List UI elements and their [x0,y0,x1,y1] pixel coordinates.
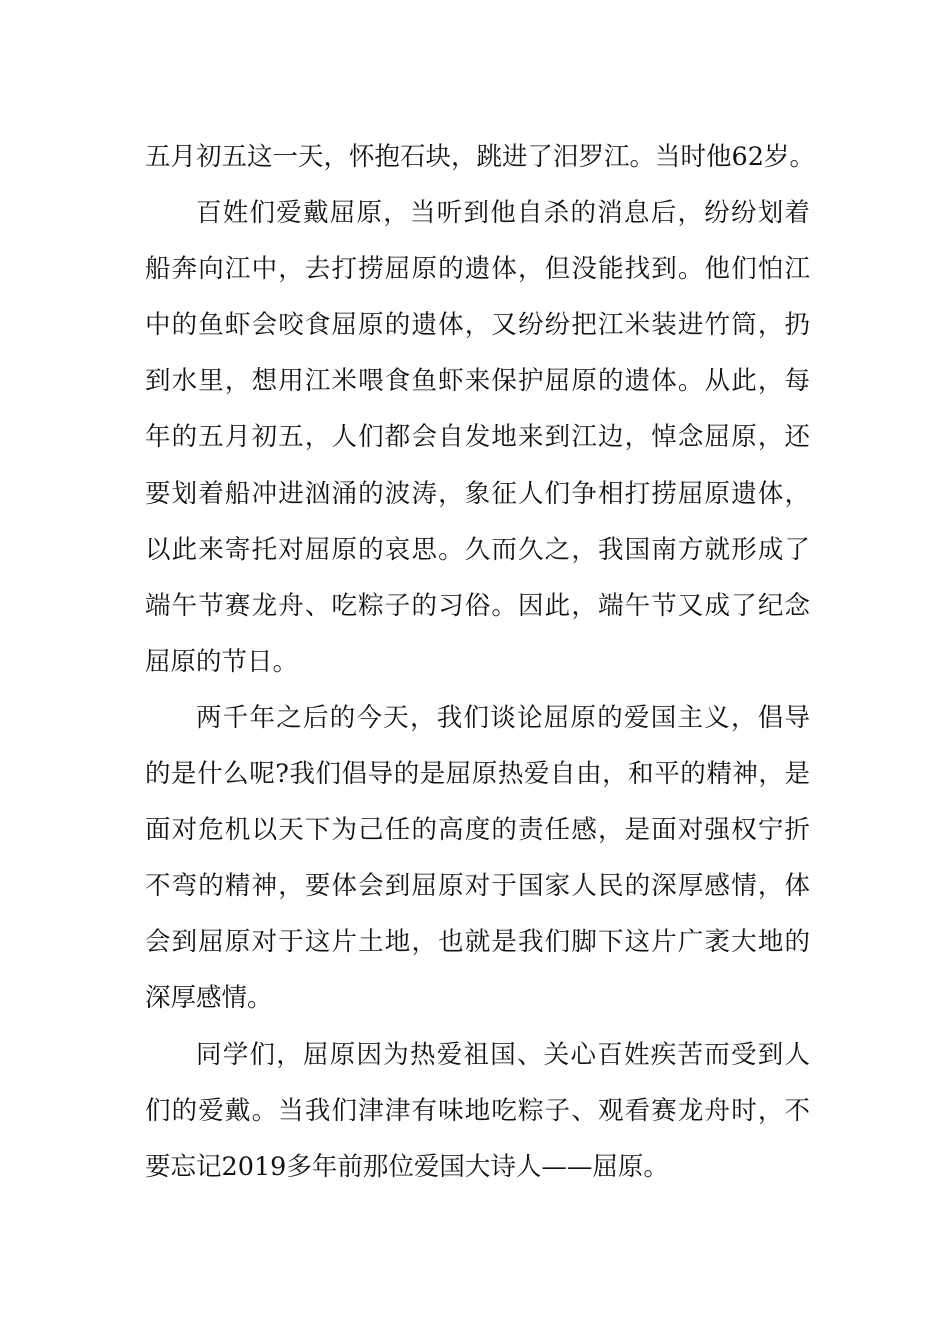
paragraph-2 [145,185,810,690]
text-line: 面对危机以天下为己任的高度的责任感，是面对强权宁折 [145,815,810,846]
text-line: 中的鱼虾会咬食屈原的遗体，又纷纷把江米装进竹筒，扔 [145,310,810,341]
text-line: 要划着船冲进汹涌的波涛，象征人们争相打捞屈原遗体， [145,478,810,509]
text-line: 百姓们爱戴屈原，当听到他自杀的消息后，纷纷划着 [196,198,810,229]
text-line: 五月初五这一天，怀抱石块，跳进了汨罗江。当时他62岁。 [145,142,815,172]
text-line: 两千年之后的今天，我们谈论屈原的爱国主义，倡导 [196,702,810,733]
document-body [145,129,815,1195]
text-line: 的是什么呢?我们倡导的是屈原热爱自由，和平的精神，是 [145,759,810,790]
text-line: 端午节赛龙舟、吃粽子的习俗。因此，端午节又成了纪念 [145,590,810,621]
text-line: 屈原的节日。 [145,646,299,677]
text-line: 不弯的精神，要体会到屈原对于国家人民的深厚感情，体 [145,871,810,902]
text-line: 们的爱戴。当我们津津有味地吃粽子、观看赛龙舟时，不 [145,1095,810,1126]
paragraph-1 [145,129,815,185]
text-line: 船奔向江中，去打捞屈原的遗体，但没能找到。他们怕江 [145,254,810,285]
text-line: 以此来寄托对屈原的哀思。久而久之，我国南方就形成了 [145,534,810,565]
paragraph-4 [145,1027,810,1195]
text-line: 年的五月初五，人们都会自发地来到江边，悼念屈原，还 [145,422,810,453]
text-line: 会到屈原对于这片土地，也就是我们脚下这片广袤大地的 [145,927,810,958]
text-line: 到水里，想用江米喂食鱼虾来保护屈原的遗体。从此，每 [145,366,810,397]
text-line: 深厚感情。 [145,983,273,1014]
text-line: 同学们，屈原因为热爱祖国、关心百姓疾苦而受到人 [196,1039,810,1070]
text-line: 要忘记2019多年前那位爱国大诗人——屈原。 [145,1151,669,1182]
paragraph-3 [145,690,810,1027]
